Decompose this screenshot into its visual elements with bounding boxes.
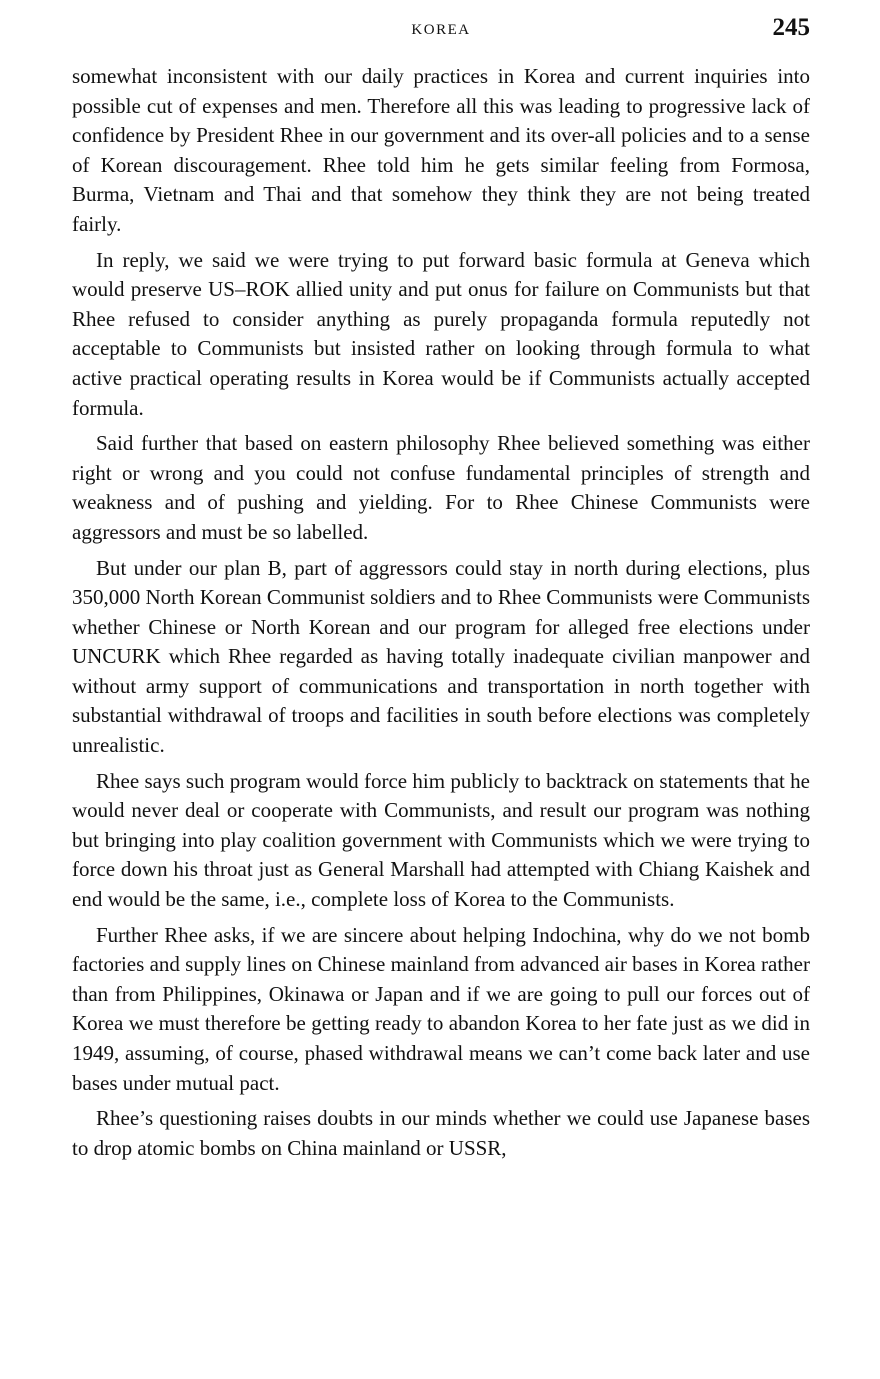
- document-page: [72, 14, 810, 1169]
- body-text: [72, 62, 810, 1163]
- paragraph: somewhat inconsistent with our daily practices in Korea and current inquiries into possible cut of expenses and men. Therefore all this was leading to progressive lack of confidence by President Rhee in our government and its over-all policies and to a sense of Korean discouragement. Rhee told him he gets similar feeling from Formosa, Burma, Vietnam and Thai and that somehow they think they are not being treated fairly.: [72, 64, 810, 236]
- paragraph: Rhee’s questioning raises doubts in our minds whether we could use Japanese bases to drop atomic bombs on China mainland or USSR,: [72, 1106, 810, 1160]
- running-header: [72, 14, 810, 44]
- paragraph: Said further that based on eastern philosophy Rhee believed something was either right or wrong and you could not confuse fundamental principles of strength and weakness and of pushing and yielding. For to Rhee Chinese Communists were aggressors and must be so labelled.: [72, 431, 810, 544]
- page-number: 245: [772, 14, 810, 41]
- paragraph: Rhee says such program would force him publicly to backtrack on statements that he would never deal or cooperate with Communists, and result our program was nothing but bringing into play coalition government with Communists which we were trying to force down his throat just as General Marshall had attempted with Chiang Kaishek and end would be the same, i.e., complete loss of Korea to the Communists.: [72, 768, 810, 912]
- running-title: KOREA: [411, 22, 471, 38]
- paragraph: But under our plan B, part of aggressors could stay in north during elections, plus 350,000 North Korean Communist soldiers and to Rhee Communists were Communists whether Chinese or North Korean and our program for alleged free elections under UNCURK which Rhee regarded as having totally inadequate civilian manpower and without army support of communications and transportation in north together with substantial withdrawal of troops and facilities in south before elections was completely unrealistic.: [72, 555, 810, 758]
- paragraph: Further Rhee asks, if we are sincere about helping Indochina, why do we not bomb factories and supply lines on Chinese mainland from advanced air bases in Korea rather than from Philippines, Okinawa or Japan and if we are going to pull our forces out of Korea we must therefore be getting ready to abandon Korea to her fate just as we did in 1949, assuming, of course, phased withdrawal means we can’t come back later and use bases under mutual pact.: [72, 922, 810, 1095]
- paragraph: In reply, we said we were trying to put forward basic formula at Geneva which would preserve US–ROK allied unity and put onus for failure on Communists but that Rhee refused to consider anything as purely propaganda formula reputedly not acceptable to Communists but insisted rather on looking through formula to what active practical operating results in Korea would be if Communists actually accepted formula.: [72, 247, 810, 420]
